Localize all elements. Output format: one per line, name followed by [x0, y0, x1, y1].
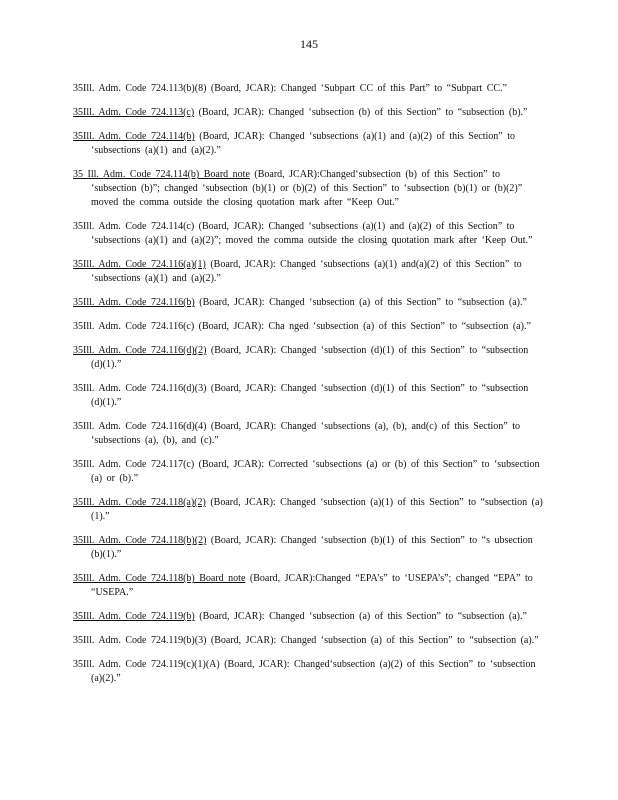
code-citation: 35Ill. Adm. Code 724.119(c)(1)(A): [73, 659, 220, 670]
amendment-entry: [73, 296, 543, 310]
amendment-text: (Board, JCAR): Changed ‘subsection (a) of this Section” to “subsection (a).”: [194, 297, 527, 308]
amendment-text: (Board, JCAR):Changed‘subsection (b) of this Section” to ‘subsection (b)”; changed ‘subsection (b)(1) or (b)(2) of this Section” to ‘subsection (b)(1) or (b)(2)” moved the comma outside the closing quotation mark after “Keep Out.”: [91, 169, 523, 208]
code-citation: 35Ill. Adm. Code 724.116(d)(3): [73, 383, 207, 394]
code-citation: 35Ill. Adm. Code 724.113(b)(8): [73, 83, 207, 94]
amendment-list: [73, 72, 543, 691]
amendment-entry: [73, 344, 543, 372]
amendment-text: (Board, JCAR): Changed ‘subsection (b) of this Section” to “subsection (b).”: [194, 107, 528, 118]
amendment-text: (Board, JCAR): Changed‘subsection (a)(2) of this Section” to ‘subsection (a)(2).”: [91, 659, 536, 684]
amendment-entry: [73, 320, 543, 334]
amendment-entry: [73, 130, 543, 158]
amendment-entry: [73, 458, 543, 486]
code-citation: 35Ill. Adm. Code 724.116(c): [73, 321, 195, 332]
code-citation: 35Ill. Adm. Code 724.119(b)(3): [73, 635, 207, 646]
code-citation: 35Ill. Adm. Code 724.114(c): [73, 221, 195, 232]
amendment-entry: [73, 610, 543, 624]
code-citation: 35Ill. Adm. Code 724.116(d)(2): [73, 345, 207, 356]
amendment-text: (Board, JCAR): Cha nged ‘subsection (a) of this Section” to “subsection (a).”: [194, 321, 531, 332]
code-citation: 35Ill. Adm. Code 724.113(c): [73, 107, 195, 118]
page-number: 145: [300, 37, 318, 51]
code-citation: 35Ill. Adm. Code 724.116(b): [73, 297, 195, 308]
amendment-entry: [73, 82, 543, 96]
amendment-text: (Board, JCAR): Corrected ‘subsections (a) or (b) of this Section” to ‘subsection (a) or (b).”: [91, 459, 540, 484]
amendment-text: (Board, JCAR): Changed ‘subsections (a), (b), and(c) of this Section” to ‘subsections (a), (b), and (c).”: [91, 421, 521, 446]
code-citation: 35Ill. Adm. Code 724.118(b)(2): [73, 535, 207, 546]
amendment-text: (Board, JCAR): Changed ‘subsection (b)(1) of this Section” to “s ubsection (b)(1).”: [91, 535, 533, 560]
amendment-text: (Board, JCAR): Changed ‘subsections (a)(1) and(a)(2) of this Section” to ‘subsections (a)(1) and (a)(2).”: [91, 259, 522, 284]
amendment-entry: [73, 572, 543, 600]
code-citation: 35Ill. Adm. Code 724.116(d)(4): [73, 421, 207, 432]
amendment-entry: [73, 420, 543, 448]
amendment-entry: [73, 382, 543, 410]
code-citation: 35Ill. Adm. Code 724.118(b) Board note: [73, 573, 246, 584]
amendment-text: (Board, JCAR): Changed ‘subsection (d)(1) of this Section” to “subsection (d)(1).”: [91, 383, 529, 408]
amendment-text: (Board, JCAR): Changed ‘Subpart CC of this Part” to “Subpart CC.”: [206, 83, 507, 94]
amendment-text: (Board, JCAR):Changed “EPA’s” to ‘USEPA’s”; changed “EPA” to “USEPA.”: [91, 573, 533, 598]
amendment-text: (Board, JCAR): Changed ‘subsection (a)(1) of this Section” to “subsection (a)(1).”: [91, 497, 543, 522]
amendment-entry: [73, 168, 543, 210]
code-citation: 35Ill. Adm. Code 724.116(a)(1): [73, 259, 206, 270]
amendment-entry: [73, 534, 543, 562]
code-citation: 35Ill. Adm. Code 724.117(c): [73, 459, 195, 470]
amendment-entry: [73, 220, 543, 248]
amendment-entry: [73, 658, 543, 686]
amendment-entry: [73, 106, 543, 120]
code-citation: 35Ill. Adm. Code 724.118(a)(2): [73, 497, 206, 508]
amendment-entry: [73, 496, 543, 524]
amendment-text: (Board, JCAR): Changed ‘subsection (a) of this Section” to “subsection (a).”: [206, 635, 539, 646]
amendment-entry: [73, 258, 543, 286]
amendment-text: (Board, JCAR): Changed ‘subsections (a)(1) and (a)(2) of this Section” to ‘subsections (a)(1) and (a)(2).”: [91, 131, 515, 156]
code-citation: 35Ill. Adm. Code 724.119(b): [73, 611, 195, 622]
code-citation: 35Ill. Adm. Code 724.114(b): [73, 131, 195, 142]
amendment-text: (Board, JCAR): Changed ‘subsections (a)(1) and (a)(2) of this Section” to ‘subsections (a)(1) and (a)(2)”; moved the comma outside the closing quotation mark after ‘Keep Out.”: [91, 221, 533, 246]
code-citation: 35 Ill. Adm. Code 724.114(b) Board note: [73, 169, 250, 180]
amendment-entry: [73, 634, 543, 648]
amendment-text: (Board, JCAR): Changed ‘subsection (a) of this Section” to “subsection (a).”: [194, 611, 527, 622]
amendment-text: (Board, JCAR): Changed ‘subsection (d)(1) of this Section” to “subsection (d)(1).”: [91, 345, 529, 370]
